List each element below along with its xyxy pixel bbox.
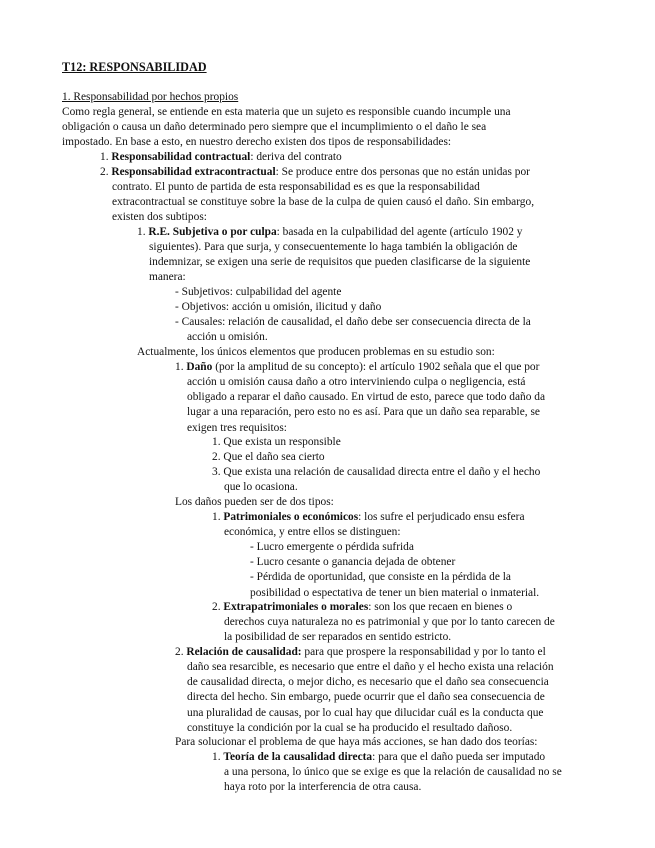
text-line: la posibilidad de ser reparados en sentido estricto. — [224, 631, 452, 644]
text-line: siguientes). Para que surja, y consecuentemente lo haga también la obligación de — [149, 241, 518, 253]
section-heading — [62, 90, 602, 105]
list-item: 3. Que exista una relación de causalidad directa entre el daño y el hecho — [212, 466, 541, 479]
text-line: obligado a reparar el daño causado. En virtud de esto, parece que todo daño da — [187, 391, 546, 404]
list-item-cont: posibilidad o espectativa de tener un bien material o inmaterial. — [250, 586, 540, 599]
document-title: T12: RESPONSABILIDAD — [62, 60, 207, 74]
lucros-list — [250, 540, 605, 601]
text-line: manera: — [149, 271, 186, 284]
text-line: obligación o causa un daño determinado pero siempre que el incumplimiento o el daño le sea — [62, 121, 487, 134]
tres-requisitos-list — [212, 435, 603, 481]
text-line: constituye la condición por la cual se ha producido el resultado dañoso. — [187, 721, 513, 734]
text-line: a una persona, lo único que se exige es que la relación de causalidad no se — [224, 766, 562, 778]
text-line: lugar a una reparación, pero esto no es así. Para que un daño sea reparable, se — [187, 406, 540, 419]
term-bold: Responsabilidad contractual — [111, 151, 251, 163]
text-line: de causalidad directa, o mejor dicho, es necesario que el daño sea consecuencia — [187, 676, 549, 689]
text-line: acción u omisión causa daño a otro interviniendo culpa o negligencia, está — [187, 376, 526, 388]
term-bold: Relación de causalidad: — [186, 646, 302, 658]
list-item: - Pérdida de oportunidad, que consiste en la pérdida de la — [250, 571, 511, 584]
term-bold: Extrapatrimoniales o morales — [223, 601, 369, 613]
requisitos-list — [175, 285, 603, 331]
patrimoniales-cont: económica, y entre ellos se distinguen: — [224, 526, 401, 538]
list-item: - Subjetivos: culpabilidad del agente — [175, 286, 342, 298]
teoria-causalidad-directa-cont — [224, 765, 603, 795]
solucion-line: Para solucionar el problema de que haya más acciones, se han dado dos teorías: — [175, 736, 538, 748]
list-item: - Lucro cesante o ganancia dejada de obtener — [250, 556, 456, 569]
term-bold: Responsabilidad extracontractual — [111, 166, 276, 178]
list-item-contractual: 1. Responsabilidad contractual: deriva del contrato — [100, 151, 342, 163]
dano-item-cont — [187, 375, 603, 436]
causalidad-item: 2. Relación de causalidad: para que prospere la responsabilidad y por lo tanto el — [175, 646, 546, 658]
text-line: haya roto por la interferencia de otra causa. — [224, 781, 422, 794]
tres-requisitos-cont: que lo ocasiona. — [224, 481, 298, 493]
text-line: existen dos subtipos: — [112, 211, 207, 224]
text-line: indemnizar, se exigen una serie de requisitos que pueden clasificarse de la siguiente — [149, 256, 531, 269]
actualmente-line: Actualmente, los únicos elementos que producen problemas en su estudio son: — [137, 346, 495, 358]
subtype-subjetiva-cont — [149, 240, 602, 286]
term-bold: R.E. Subjetiva o por culpa — [148, 226, 277, 238]
extrapatrimoniales-item: 2. Extrapatrimoniales o morales: son los que recaen en bienes o — [212, 601, 513, 613]
text-line: contrato. El punto de partida de esta responsabilidad es es que la responsabilidad — [112, 181, 480, 193]
teoria-causalidad-directa: 1. Teoría de la causalidad directa: para que el daño pueda ser imputado — [212, 751, 546, 763]
text-line: extracontractual se constituye sobre la base de la culpa de quien causó el daño. Sin embargo, — [112, 196, 535, 209]
term-bold: Teoría de la causalidad directa — [223, 751, 373, 763]
text-line: Como regla general, se entiende en esta materia que un sujeto es responsible cuando incumple una — [62, 106, 511, 118]
list-item: - Causales: relación de causalidad, el daño debe ser consecuencia directa de la — [175, 316, 531, 329]
subtype-subjetiva: 1. R.E. Subjetiva o por culpa: basada en la culpabilidad del agente (artículo 1902 y — [137, 226, 523, 238]
intro-paragraph — [62, 105, 602, 151]
list-item-extracontractual-cont — [112, 180, 600, 226]
list-item: 1. Que exista un responsible — [212, 436, 341, 448]
term-bold: Daño — [186, 361, 213, 373]
term-bold: Patrimoniales o económicos — [223, 511, 359, 523]
text-line: exigen tres requisitos: — [187, 421, 287, 434]
list-item: - Objetivos: acción u omisión, ilicitud y daño — [175, 301, 382, 314]
text-line: derechos cuya naturaleza no es patrimonial y que por lo tanto carecen de — [224, 616, 555, 628]
text-line: impostado. En base a esto, en nuestro derecho existen dos tipos de responsabilidades: — [62, 136, 452, 149]
patrimoniales-item: 1. Patrimoniales o económicos: los sufre el perjudicado ensu esfera — [212, 511, 525, 523]
dano-item: 1. Daño (por la amplitud de su concepto): el artículo 1902 señala que el que por — [175, 361, 540, 373]
section-heading-text: 1. Responsabilidad por hechos propios — [62, 91, 239, 103]
requisitos-cont: acción u omisión. — [187, 331, 268, 343]
extrapatrimoniales-cont — [224, 615, 603, 645]
causalidad-cont — [187, 660, 603, 736]
text-line: daño sea resarcible, es necesario que entre el daño y el hecho exista una relación — [187, 661, 554, 673]
text-line: una pluralidad de causas, por lo cual hay que dilucidar cuál es la conducta que — [187, 706, 544, 719]
list-item: 2. Que el daño sea cierto — [212, 451, 325, 464]
list-item: - Lucro emergente o pérdida sufrida — [250, 541, 414, 553]
list-item-extracontractual: 2. Responsabilidad extracontractual: Se produce entre dos personas que no están unidas por — [100, 166, 530, 178]
tipos-intro: Los daños pueden ser de dos tipos: — [175, 496, 334, 508]
text-line: directa del hecho. Sin embargo, puede ocurrir que el daño sea consecuencia de — [187, 691, 545, 704]
